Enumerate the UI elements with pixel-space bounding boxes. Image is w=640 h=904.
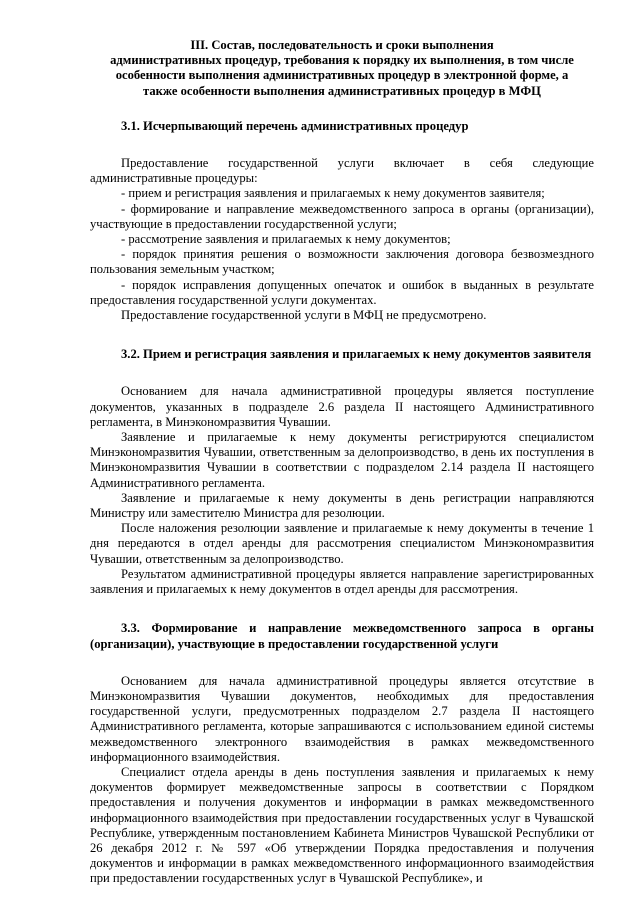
paragraph: Основанием для начала административной процедуры является отсутствие в Минэкономразвития Чувашии документов, необходимых для предоставления государственной услуги, предусмотренных подразделом 2.7 раздела II настоящего Административного регламента, которые запрашиваются с использованием единой системы межведомственного электронного взаимодействия в рамках межведомственного информационного взаимодействия. [90, 673, 594, 764]
title-line: III. Состав, последовательность и сроки выполнения [190, 38, 494, 52]
list-item: - порядок исправления допущенных опечаток и ошибок в выданных в результате предоставления государственной услуги документах. [90, 277, 594, 307]
list-item: - прием и регистрация заявления и прилагаемых к нему документов заявителя; [121, 186, 545, 201]
paragraph: Заявление и прилагаемые к нему документы регистрируются специалистом Минэкономразвития Чувашии, ответственным за делопроизводство, в день их поступления в Минэкономразвития Чувашии в соответствии с подразделом 2.14 раздела II настоящего Административного регламента. [90, 430, 594, 490]
title-line: особенности выполнения административных процедур в электронной форме, а [115, 68, 569, 83]
list-item: - формирование и направление межведомственного запроса в органы (организации), участвующие в предоставлении государственной услуги; [90, 201, 594, 231]
list-item: - рассмотрение заявления и прилагаемых к нему документов; [121, 232, 451, 247]
paragraph: Заявление и прилагаемые к нему документы в день регистрации направляются Министру или заместителю Министра для резолюции. [90, 490, 594, 521]
paragraph: Основанием для начала административной процедуры является поступление документов, указанных в подразделе 2.6 раздела II настоящего Административного регламента, в Минэкономразвития Чувашии. [90, 384, 594, 429]
heading-3-2: 3.2. Прием и регистрация заявления и прилагаемых к нему документов заявителя [121, 347, 592, 362]
paragraph: Результатом административной процедуры является направление зарегистрированных заявления и прилагаемых к нему документов в отдел аренды для рассмотрения. [90, 566, 594, 597]
paragraph: Предоставление государственной услуги включает в себя следующие административные процедуры: [90, 156, 594, 186]
list-item: - порядок принятия решения о возможности заключения договора безвозмездного пользования земельным участком; [90, 247, 594, 277]
paragraph: Специалист отдела аренды в день поступления заявления и прилагаемых к нему документов формирует межведомственные запросы в соответствии с Порядком предоставления и получения документов и информации в рамках межведомственного информационного взаимодействия при предоставлении государственных услуг в Чувашской Республике, утвержденным постановлением Кабинета Министров Чувашской Республики от 26 декабря 2012 г. № 597 «Об утверждении Порядка предоставления и получения документов и информации в рамках межведомственного информационного взаимодействия при предоставлении государственных услуг в Чувашской Республике», и [90, 764, 594, 886]
paragraph: Предоставление государственной услуги в МФЦ не предусмотрено. [121, 308, 487, 323]
paragraph: После наложения резолюции заявление и прилагаемые к нему документы в течение 1 дня передаются в отдел аренды для рассмотрения специалистом Минэкономразвития Чувашии, ответственным за делопроизводство. [90, 521, 594, 566]
title-line: административных процедур, требования к порядку их выполнения, в том числе [110, 53, 574, 68]
title-line: также особенности выполнения административных процедур в МФЦ [143, 83, 541, 98]
section-title [90, 38, 594, 99]
heading-3-1: 3.1. Исчерпывающий перечень административных процедур [121, 118, 469, 133]
heading-3-3: 3.3. Формирование и направление межведомственного запроса в органы (организации), участвующие в предоставлении государственной услуги [90, 621, 594, 651]
